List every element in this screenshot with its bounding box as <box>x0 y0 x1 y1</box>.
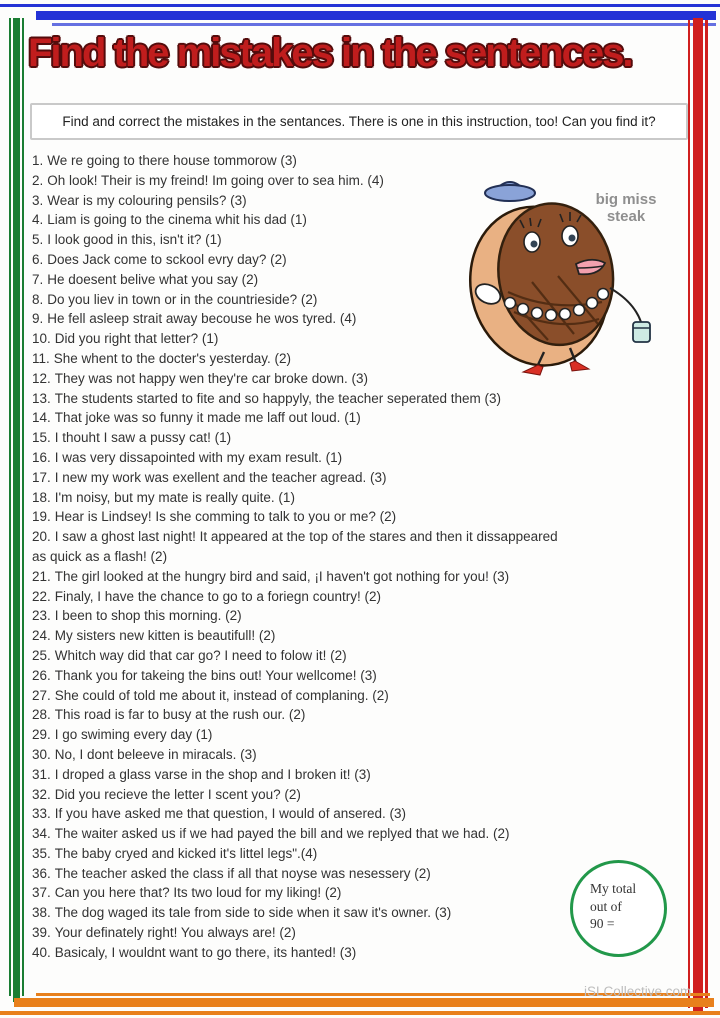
sentence-text: She could of told me about it, instead of complaning. (2) <box>54 687 389 703</box>
sentence-number: 23. <box>32 608 51 624</box>
steak-caption: big miss steak <box>595 191 657 225</box>
sentence-text: Oh look! Their is my freind! Im going over to sea him. (4) <box>47 172 384 188</box>
sentence-number: 20. <box>32 529 51 545</box>
border-top-line-1 <box>0 4 720 7</box>
sentence-item <box>32 468 688 488</box>
sentence-number: 1. <box>32 153 44 168</box>
sentence-number: 19. <box>32 509 51 525</box>
sentence-number: 36. <box>32 865 51 881</box>
sentence-number: 13. <box>32 390 51 406</box>
sentence-number: 34. <box>32 826 51 842</box>
score-line-2: out of <box>590 898 622 914</box>
sentence-number: 28. <box>32 707 51 723</box>
sentence-text: The girl looked at the hungry bird and said, ¡I haven't got nothing for you! (3) <box>54 568 510 584</box>
sentence-text: Hear is Lindsey! Is she comming to talk to you or me? (2) <box>54 509 397 525</box>
sentence-text: My sisters new kitten is beautifull! (2) <box>54 628 276 644</box>
sentence-text: This road is far to busy at the rush our. (2) <box>54 707 306 723</box>
border-right-line-2 <box>693 18 703 1012</box>
sentence-number: 17. <box>32 469 51 485</box>
sentence-item <box>32 666 688 686</box>
sentence-item <box>32 448 688 468</box>
sentence-number: 35. <box>32 845 51 861</box>
sentence-item <box>32 428 688 448</box>
sentence-number: 10. <box>32 331 51 347</box>
sentence-text: I'm noisy, but my mate is really quite. (1) <box>54 489 295 505</box>
sentence-text: I was very dissapointed with my exam result. (1) <box>54 449 343 465</box>
sentence-text: No, I dont beleeve in miracals. (3) <box>54 746 257 762</box>
sentence-text: Thank you for takeing the bins out! Your wellcome! (3) <box>54 667 377 683</box>
sentence-text: The students started to fite and so happyly, the teacher seperated them (3) <box>54 390 502 406</box>
sentence-number: 39. <box>32 925 51 941</box>
score-circle <box>570 860 667 957</box>
sentence-item <box>32 844 688 864</box>
sentence-item <box>32 765 688 785</box>
sentence-number: 40. <box>32 944 51 960</box>
instruction-box: Find and correct the mistakes in the sentances. There is one in this instruction, too! Can you find it? <box>30 103 688 140</box>
sentence-text: Do you liev in town or in the countrieside? (2) <box>47 291 318 307</box>
sentence-item <box>32 389 688 409</box>
sentence-number: 21. <box>32 568 51 584</box>
sentence-number: 5. <box>32 232 44 248</box>
sentence-number: 2. <box>32 172 44 188</box>
border-top-line-2 <box>36 11 716 20</box>
sentence-item <box>32 725 688 745</box>
sentence-number: 16. <box>32 449 51 465</box>
sentence-number: 29. <box>32 727 51 743</box>
sentence-text: I new my work was exellent and the teacher agread. (3) <box>54 469 387 485</box>
sentence-number: 11. <box>32 350 50 366</box>
sentence-text: That joke was so funny it made me laff out loud. (1) <box>54 410 361 426</box>
sentence-text: Did you right that letter? (1) <box>54 331 219 347</box>
sentence-item <box>32 705 688 725</box>
sentence-number: 7. <box>32 271 44 287</box>
sentence-number: 14. <box>32 410 51 426</box>
sentence-text: I been to shop this morning. (2) <box>54 608 242 624</box>
sentence-item <box>32 626 688 646</box>
sentence-number: 33. <box>32 806 51 822</box>
border-bottom-line-3 <box>0 1011 720 1015</box>
sentence-text: He doesent belive what you say (2) <box>47 271 259 287</box>
sentence-item <box>32 745 688 765</box>
sentence-item <box>32 606 688 626</box>
sentence-item <box>32 686 688 706</box>
sentence-number: 18. <box>32 489 51 505</box>
sentence-number: 25. <box>32 647 51 663</box>
sentence-item <box>32 408 688 428</box>
sentence-number: 24. <box>32 628 51 644</box>
sentence-number: 30. <box>32 746 51 762</box>
sentence-number: 26. <box>32 667 51 683</box>
sentence-text: Wear is my colouring pensils? (3) <box>47 192 247 208</box>
sentence-text: The baby cryed and kicked it's littel legs".(4) <box>54 845 318 861</box>
sentence-text: Liam is going to the cinema whit his dad (1) <box>47 212 307 228</box>
sentence-text: Does Jack come to sckool evry day? (2) <box>47 251 287 267</box>
sentence-text: Whitch way did that car go? I need to folow it! (2) <box>54 647 347 663</box>
sentence-number: 27. <box>32 687 51 703</box>
border-left-line-1 <box>9 18 11 996</box>
border-left-line-2 <box>13 18 20 1002</box>
border-right-line-3 <box>705 20 708 1008</box>
sentence-text: I droped a glass varse in the shop and I broken it! (3) <box>54 766 371 782</box>
score-text <box>590 880 664 933</box>
sentence-number: 8. <box>32 291 44 307</box>
sentence-number: 12. <box>32 370 51 386</box>
sentence-text: Did you recieve the letter I scent you? (2) <box>54 786 301 802</box>
sentence-item <box>32 804 688 824</box>
sentence-item <box>32 527 688 547</box>
sentence-number: 22. <box>32 588 51 604</box>
sentence-text: They was not happy wen they're car broke down. (3) <box>54 370 369 386</box>
sentence-number: 32. <box>32 786 51 802</box>
islcollective-watermark: iSLCollective.com <box>584 984 692 999</box>
sentence-text: Finaly, I have the chance to go to a foriegn country! (2) <box>54 588 381 604</box>
sentence-number: 15. <box>32 430 51 446</box>
border-top-line-3 <box>52 23 716 26</box>
sentence-text: The dog waged its tale from side to side when it saw it's owner. (3) <box>54 905 452 921</box>
sentence-number: 3. <box>32 192 44 208</box>
sentence-text-continued: as quick as a flash! (2) <box>32 548 168 564</box>
sentence-number: 6. <box>32 251 44 267</box>
sentence-text: We re going to there house tommorow (3) <box>47 153 297 168</box>
page-title: Find the mistakes in the sentences. <box>28 31 632 75</box>
sentence-text: Basicaly, I wouldnt want to go there, its hanted! (3) <box>54 944 357 960</box>
sentence-item <box>32 824 688 844</box>
sentence-item <box>32 488 688 508</box>
sentence-number: 38. <box>32 905 51 921</box>
score-line-3: 90 = <box>590 916 615 931</box>
sentence-item <box>32 567 688 587</box>
sentence-number: 4. <box>32 212 44 228</box>
sentence-number: 31. <box>32 766 51 782</box>
sentence-text: Your definately right! You always are! (2) <box>54 925 296 941</box>
sentence-text: I saw a ghost last night! It appeared at the top of the stares and then it dissappeared <box>54 529 558 545</box>
sentence-text: I go swiming every day (1) <box>54 727 213 743</box>
sentence-text: The teacher asked the class if all that noyse was nesessery (2) <box>54 865 431 881</box>
score-line-1: My total <box>590 881 637 896</box>
sentence-text: I look good in this, isn't it? (1) <box>47 232 222 248</box>
sentence-text: I thouht I saw a pussy cat! (1) <box>54 430 232 446</box>
sentence-item <box>32 507 688 527</box>
sentence-text: If you have asked me that question, I would of ansered. (3) <box>54 806 406 822</box>
border-right-line-1 <box>688 20 690 1008</box>
sentence-number: 9. <box>32 311 44 327</box>
sentence-number: 37. <box>32 885 51 901</box>
border-bottom-line-2 <box>14 998 714 1007</box>
sentence-item <box>32 151 688 171</box>
sentence-item <box>32 646 688 666</box>
sentence-item <box>32 785 688 805</box>
sentence-text: The waiter asked us if we had payed the bill and we replyed that we had. (2) <box>54 826 510 842</box>
border-left-line-3 <box>22 18 24 996</box>
sentence-text: Can you here that? Its two loud for my liking! (2) <box>54 885 342 901</box>
sentence-text: She whent to the docter's yesterday. (2) <box>53 350 291 366</box>
sentence-text: He fell asleep strait away becouse he wos tyred. (4) <box>47 311 357 327</box>
sentence-item <box>32 587 688 607</box>
